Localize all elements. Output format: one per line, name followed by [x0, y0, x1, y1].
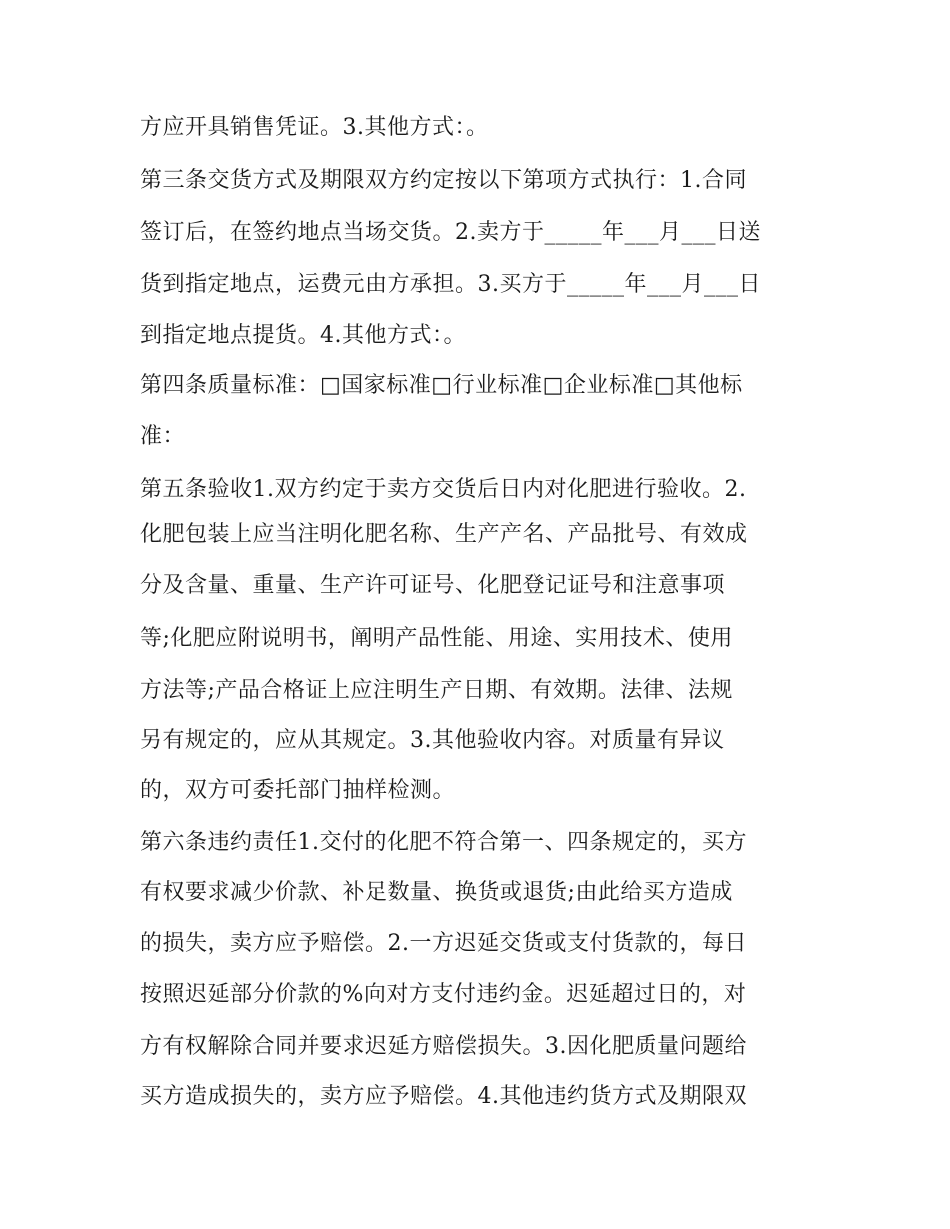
- text-line: 方应开具销售凭证。3.其他方式：。: [140, 115, 489, 140]
- text-line: 货到指定地点，运费元由方承担。3.买方于_____年___月___日: [140, 272, 761, 297]
- text-line: 按照迟延部分价款的%向对方支付违约金。迟延超过日的，对: [140, 982, 747, 1007]
- text-line: 的，双方可委托部门抽样检测。: [140, 778, 456, 803]
- text-line: 到指定地点提货。4.其他方式：。: [140, 323, 466, 348]
- text-line: 第三条交货方式及期限双方约定按以下第项方式执行：1.合同: [140, 168, 747, 193]
- text-line: 有权要求减少价款、补足数量、换货或退货;由此给买方造成: [140, 880, 733, 905]
- text-line: 第四条质量标准：□国家标准□行业标准□企业标准□其他标: [140, 373, 743, 398]
- text-line: 分及含量、重量、生产许可证号、化肥登记证号和注意事项: [140, 573, 726, 598]
- text-line: 的损失，卖方应予赔偿。2.一方迟延交货或支付货款的，每日: [140, 931, 747, 956]
- text-line: 第六条违约责任1.交付的化肥不符合第一、四条规定的，买方: [140, 830, 747, 855]
- text-line: 另有规定的，应从其规定。3.其他验收内容。对质量有异议: [140, 728, 725, 753]
- text-line: 方法等;产品合格证上应注明生产日期、有效期。法律、法规: [140, 678, 733, 703]
- text-line: 签订后，在签约地点当场交货。2.卖方于_____年___月___日送: [140, 220, 761, 245]
- text-line: 化肥包装上应当注明化肥名称、生产产名、产品批号、有效成: [140, 522, 748, 547]
- text-line: 方有权解除合同并要求迟延方赔偿损失。3.因化肥质量问题给: [140, 1034, 747, 1059]
- text-line: 准：: [140, 424, 186, 449]
- text-line: 买方造成损失的，卖方应予赔偿。4.其他违约货方式及期限双: [140, 1084, 747, 1109]
- text-line: 等;化肥应附说明书，阐明产品性能、用途、实用技术、使用: [140, 626, 733, 651]
- text-line: 第五条验收1.双方约定于卖方交货后日内对化肥进行验收。2.: [140, 477, 747, 502]
